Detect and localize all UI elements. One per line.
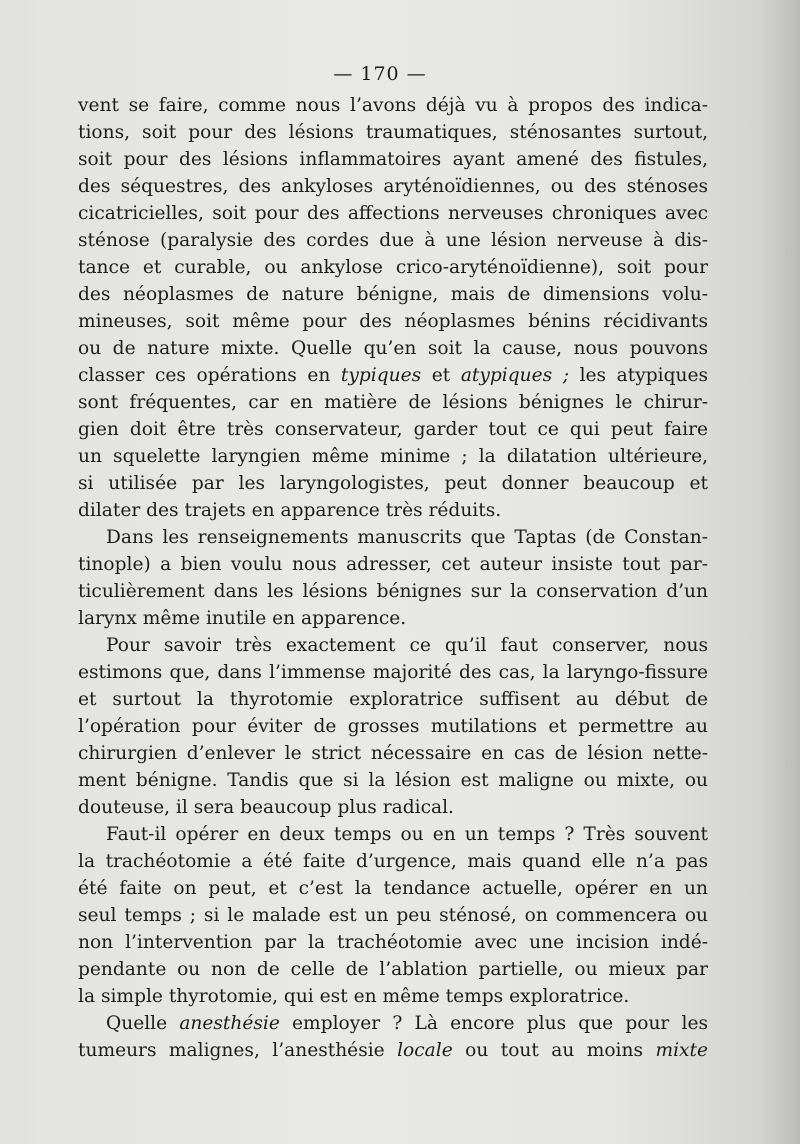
text-line: estimons que, dans l’immense majorité des cas, la laryngo-fissure — [78, 662, 708, 683]
text-run: les atypiques — [569, 365, 708, 386]
text-line: tance et curable, ou ankylose crico-aryténoïdienne), soit pour — [78, 257, 708, 278]
text-line: ou de nature mixte. Quelle qu’en soit la cause, nous pouvons — [78, 338, 708, 359]
text-line: dilater des trajets en apparence très réduits. — [78, 500, 502, 521]
text-line: pendante ou non de celle de l’ablation partielle, ou mieux par — [78, 959, 708, 980]
text-run: ou tout au moins — [452, 1040, 656, 1061]
text-line: ticulièrement dans les lésions bénignes sur la conservation d’un — [78, 581, 708, 602]
text-line — [78, 1037, 708, 1064]
text-line: cicatricielles, soit pour des affections nerveuses chroniques avec — [78, 203, 708, 224]
text-run: Quelle — [106, 1013, 180, 1034]
text-line: soit pour des lésions inflammatoires ayant amené des fistules, — [78, 149, 708, 170]
text-line: des séquestres, des ankyloses aryténoïdiennes, ou des sténoses — [78, 176, 708, 197]
italic-term-typiques: typiques — [340, 365, 422, 386]
text-line: ment bénigne. Tandis que si la lésion est maligne ou mixte, ou — [78, 770, 708, 791]
text-line: Dans les renseignements manuscrits que Taptas (de Constan- — [106, 527, 708, 548]
page-number: — 170 — — [333, 63, 427, 85]
text-run: employer ? Là encore plus que pour les — [279, 1013, 708, 1034]
text-line: un squelette laryngien même minime ; la dilatation ultérieure, — [78, 446, 708, 467]
text-line: et surtout la thyrotomie exploratrice suffisent au début de — [78, 689, 708, 710]
text-line: si utilisée par les laryngologistes, peut donner beaucoup et — [78, 473, 708, 494]
text-line: l’opération pour éviter de grosses mutilations et permettre au — [78, 716, 708, 737]
text-run: classer ces opérations en — [78, 365, 341, 386]
text-line: la trachéotomie a été faite d’urgence, mais quand elle n’a pas — [78, 851, 708, 872]
italic-term-mixte: mixte — [655, 1040, 708, 1061]
italic-term-atypiques: atypiques ; — [460, 365, 569, 386]
text-run: tumeurs malignes, l’anesthésie — [78, 1040, 398, 1061]
text-line: gien doit être très conservateur, garder tout ce qui peut faire — [78, 419, 708, 440]
text-line: larynx même inutile en apparence. — [78, 608, 407, 629]
page-edge-shadow — [760, 0, 800, 1144]
body-text — [78, 92, 708, 1064]
text-line: sténose (paralysie des cordes due à une lésion nerveuse à dis- — [78, 230, 708, 251]
text-line: mineuses, soit même pour des néoplasmes bénins récidivants — [78, 311, 708, 332]
text-line: Pour savoir très exactement ce qu’il faut conserver, nous — [106, 635, 708, 656]
text-run: et — [421, 365, 461, 386]
text-line: la simple thyrotomie, qui est en même temps exploratrice. — [78, 986, 630, 1007]
text-line: Faut-il opérer en deux temps ou en un temps ? Très souvent — [106, 824, 708, 845]
text-line — [78, 362, 708, 389]
text-line: douteuse, il sera beaucoup plus radical. — [78, 797, 454, 818]
text-line: tions, soit pour des lésions traumatiques, sténosantes surtout, — [78, 122, 708, 143]
text-line: sont fréquentes, car en matière de lésions bénignes le chirur- — [78, 392, 708, 413]
text-line: seul temps ; si le malade est un peu sténosé, on commencera ou — [78, 905, 708, 926]
text-line: non l’intervention par la trachéotomie avec une incision indé- — [78, 932, 708, 953]
text-line: été faite on peut, et c’est la tendance actuelle, opérer en un — [78, 878, 708, 899]
text-line: chirurgien d’enlever le strict nécessaire en cas de lésion nette- — [78, 743, 708, 764]
text-line — [78, 1010, 708, 1037]
text-line: vent se faire, comme nous l’avons déjà vu à propos des indica- — [78, 95, 708, 116]
text-line: des néoplasmes de nature bénigne, mais de dimensions volu- — [78, 284, 708, 305]
italic-term-anesthesie: anesthésie — [179, 1013, 280, 1034]
italic-term-locale: locale — [397, 1040, 453, 1061]
text-line: tinople) a bien voulu nous adresser, cet auteur insiste tout par- — [78, 554, 708, 575]
